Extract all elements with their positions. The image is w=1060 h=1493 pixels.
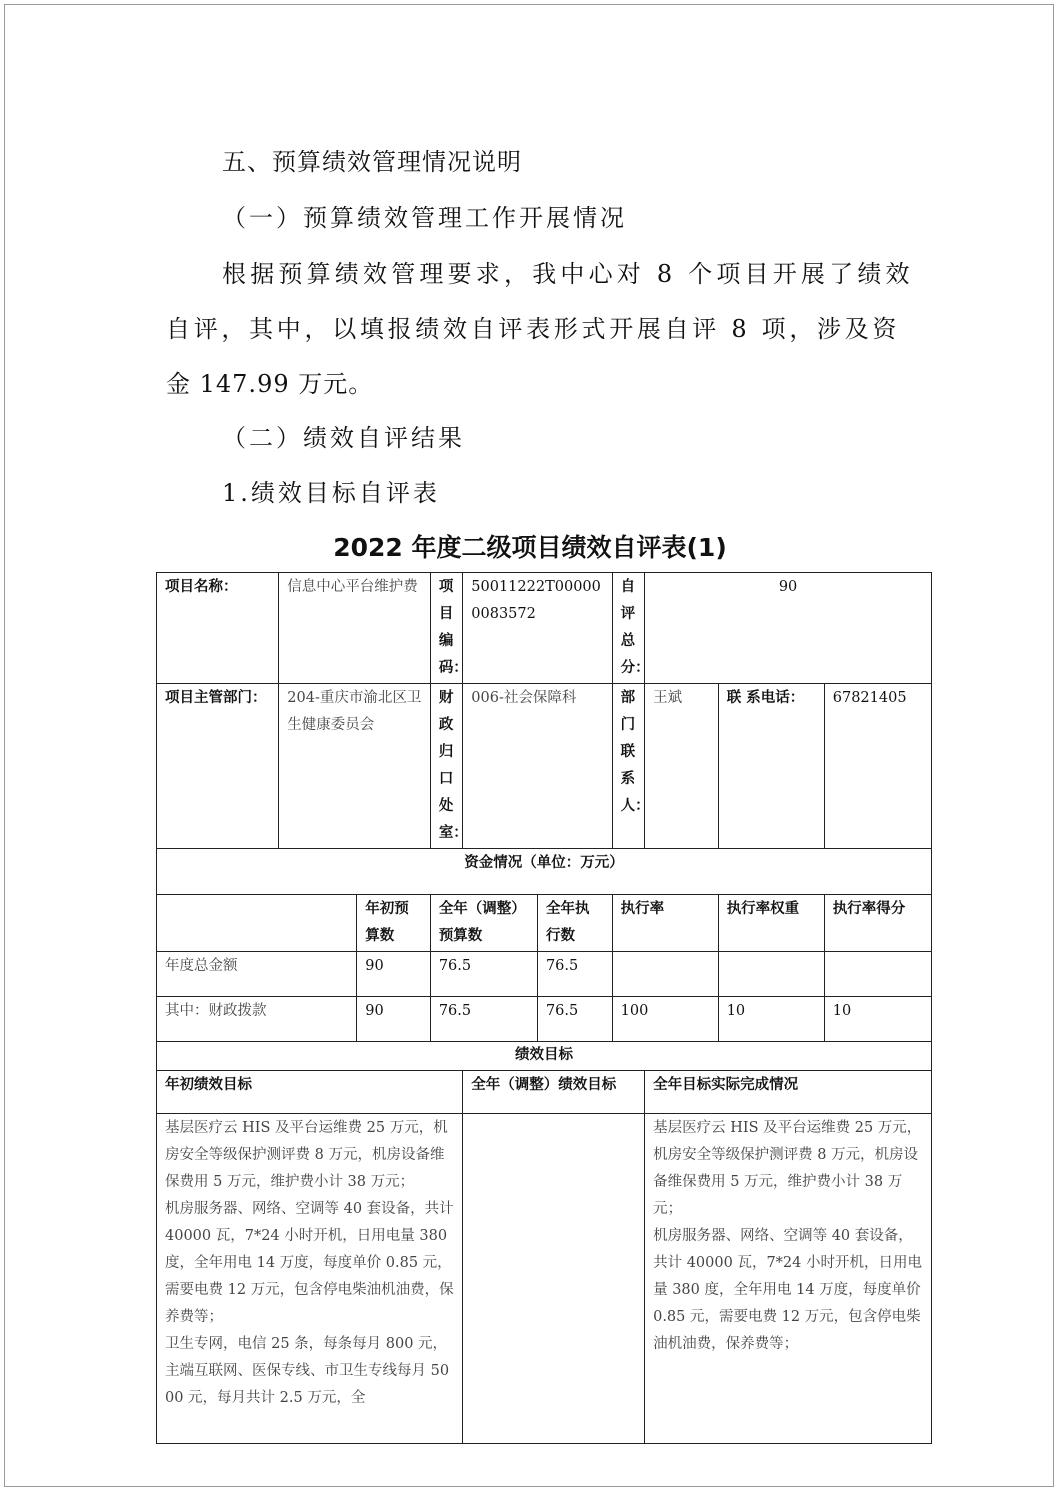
funds-cell xyxy=(718,952,824,997)
table-row xyxy=(157,952,932,997)
project-name-label: 项目名称： xyxy=(157,573,279,684)
paragraph-line-1: 根据预算绩效管理要求，我中心对 8 个项目开展了绩效 xyxy=(222,260,914,288)
item-title-1: 1.绩效目标自评表 xyxy=(222,479,440,507)
dept-label: 项目主管部门： xyxy=(157,684,279,849)
perf-actual-text: 基层医疗云 HIS 及平台运维费 25 万元，机房安全等级保护测评费 8 万元，机房设备维保费用 5 万元，维护费小计 38 万元； 机房服务器、网络、空调等 40 套设备，共计 40000 瓦，7*24 小时开机，日用电量 380 度，全年用电 14 万度，每度单价 0.85 元，需要电费 12 万元，包含停电柴油机油费，保养费等； xyxy=(645,1114,932,1444)
funds-cell xyxy=(824,952,931,997)
dept-value: 204-重庆市渝北区卫生健康委员会 xyxy=(279,684,431,849)
contact-label: 部 门联 系人： xyxy=(612,684,644,849)
perf-col-actual: 全年目标实际完成情况 xyxy=(645,1071,932,1114)
perf-col-initial: 年初绩效目标 xyxy=(157,1071,463,1114)
table-row xyxy=(157,684,932,849)
paragraph-line-2: 自评，其中，以填报绩效自评表形式开展自评 8 项，涉及资 xyxy=(166,315,901,343)
table-row xyxy=(157,895,932,952)
table-row xyxy=(157,1114,932,1444)
funds-cell: 76.5 xyxy=(537,952,612,997)
funds-col-header: 执行率得分 xyxy=(824,895,931,952)
funds-cell: 90 xyxy=(357,952,431,997)
funds-row-label: 其中：财政拨款 xyxy=(157,997,357,1042)
subsection-title-2: （二）绩效自评结果 xyxy=(222,424,465,452)
funds-col-header: 全年执行数 xyxy=(537,895,612,952)
funds-col-header: 执行率 xyxy=(612,895,718,952)
score-label: 自 评总分： xyxy=(612,573,644,684)
funds-row-label: 年度总金额 xyxy=(157,952,357,997)
funds-col-header: 全年（调整）预算数 xyxy=(430,895,537,952)
table-row xyxy=(157,1071,932,1114)
funds-cell: 76.5 xyxy=(430,997,537,1042)
project-name-value: 信息中心平台维护费 xyxy=(279,573,431,684)
funds-cell: 76.5 xyxy=(537,997,612,1042)
perf-col-adjusted: 全年（调整）绩效目标 xyxy=(463,1071,645,1114)
funds-cell xyxy=(612,952,718,997)
table-row xyxy=(157,849,932,895)
perf-header: 绩效目标 xyxy=(157,1042,932,1071)
score-value: 90 xyxy=(645,573,932,684)
table-row xyxy=(157,573,932,684)
funds-col-header: 年初预算数 xyxy=(357,895,431,952)
subsection-title-1: （一）预算绩效管理工作开展情况 xyxy=(222,204,627,232)
funds-header: 资金情况（单位：万元） xyxy=(157,849,932,895)
table-row xyxy=(157,997,932,1042)
section-title: 五、预算绩效管理情况说明 xyxy=(222,148,522,176)
phone-label: 联 系电话： xyxy=(718,684,824,849)
funds-cell: 76.5 xyxy=(430,952,537,997)
perf-initial-text: 基层医疗云 HIS 及平台运维费 25 万元，机房安全等级保护测评费 8 万元，机房设备维保费用 5 万元，维护费小计 38 万元； 机房服务器、网络、空调等 40 套设备，共计 40000 瓦，7*24 小时开机，日用电量 380 度，全年用电 14 万度，每度单价 0.85 元，需要电费 12 万元，包含停电柴油机油费，保养费等； 卫生专网，电信 25 条，每条每月 800 元，主端互联网、医保专线、市卫生专线每月 5000 元，每月共计 2.5 万元，全 xyxy=(157,1114,463,1444)
phone-value: 67821405 xyxy=(824,684,931,849)
table-row xyxy=(157,1042,932,1071)
funds-cell: 10 xyxy=(824,997,931,1042)
self-evaluation-table xyxy=(156,572,932,1444)
table-title: 2022 年度二级项目绩效自评表(1) xyxy=(333,533,727,562)
perf-adjusted-text xyxy=(463,1114,645,1444)
funds-cell: 10 xyxy=(718,997,824,1042)
funds-cell: 100 xyxy=(612,997,718,1042)
finance-office-value: 006-社会保障科 xyxy=(463,684,612,849)
funds-col-header: 执行率权重 xyxy=(718,895,824,952)
project-code-value: 50011222T000000083572 xyxy=(463,573,612,684)
contact-value: 王斌 xyxy=(645,684,719,849)
project-code-label: 项 目编码： xyxy=(430,573,462,684)
funds-corner-cell xyxy=(157,895,357,952)
paragraph-line-3: 金 147.99 万元。 xyxy=(166,370,374,398)
funds-cell: 90 xyxy=(357,997,431,1042)
finance-office-label: 财 政归 口处室： xyxy=(430,684,462,849)
